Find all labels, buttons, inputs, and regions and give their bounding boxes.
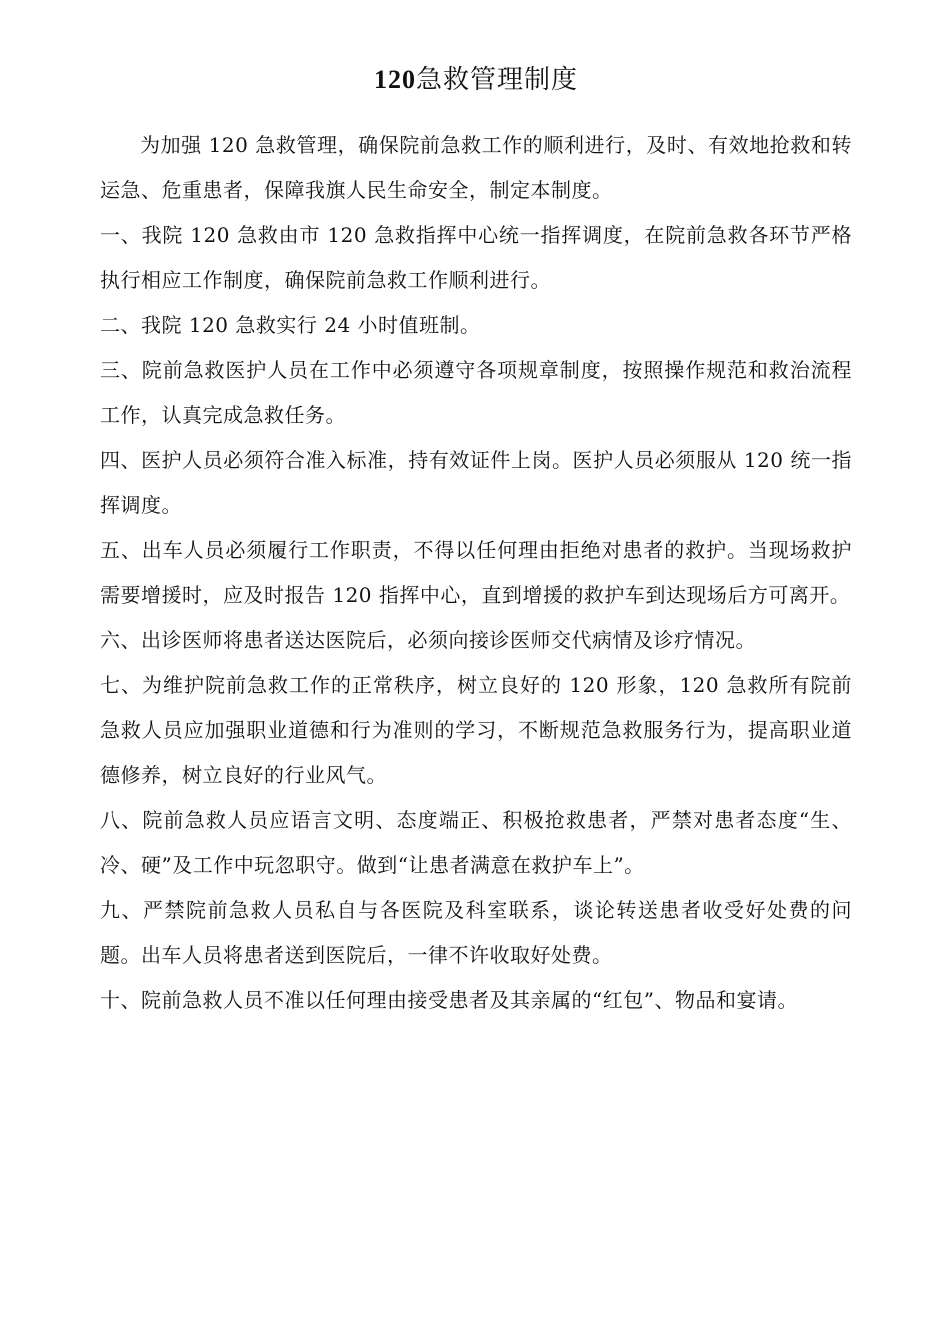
rule-item-2: 二、我院 120 急救实行 24 小时值班制。	[100, 313, 481, 337]
rule-item-10: 十、院前急救人员不准以任何理由接受患者及其亲属的“红包”、物品和宴请。	[100, 988, 798, 1012]
rule-item-3: 三、院前急救医护人员在工作中必须遵守各项规章制度，按照操作规范和救治流程工作，认真完成急救任务。	[100, 358, 852, 427]
intro-paragraph: 为加强 120 急救管理，确保院前急救工作的顺利进行，及时、有效地抢救和转运急、危重患者，保障我旗人民生命安全，制定本制度。	[100, 133, 852, 202]
rule-item-1: 一、我院 120 急救由市 120 急救指挥中心统一指挥调度，在院前急救各环节严格执行相应工作制度，确保院前急救工作顺利进行。	[100, 223, 852, 292]
document-title	[100, 58, 852, 102]
title-number: 120	[373, 65, 416, 94]
rule-item-6: 六、出诊医师将患者送达医院后，必须向接诊医师交代病情及诊疗情况。	[100, 628, 756, 652]
rule-item-4: 四、医护人员必须符合准入标准，持有效证件上岗。医护人员必须服从 120 统一指挥调度。	[100, 448, 852, 517]
rule-item-5: 五、出车人员必须履行工作职责，不得以任何理由拒绝对患者的救护。当现场救护需要增援时，应及时报告 120 指挥中心，直到增援的救护车到达现场后方可离开。	[100, 538, 852, 607]
rule-item-9: 九、严禁院前急救人员私自与各医院及科室联系，谈论转送患者收受好处费的问题。出车人员将患者送到医院后，一律不许收取好处费。	[100, 898, 852, 967]
document-body	[100, 123, 852, 1023]
rule-item-7: 七、为维护院前急救工作的正常秩序，树立良好的 120 形象，120 急救所有院前急救人员应加强职业道德和行为准则的学习，不断规范急救服务行为，提高职业道德修养，树立良好的行业风气。	[100, 673, 852, 787]
rule-item-8: 八、院前急救人员应语言文明、态度端正、积极抢救患者，严禁对患者态度“生、冷、硬”及工作中玩忽职守。做到“让患者满意在救护车上”。	[100, 808, 852, 877]
title-text: 急救管理制度	[415, 65, 578, 95]
